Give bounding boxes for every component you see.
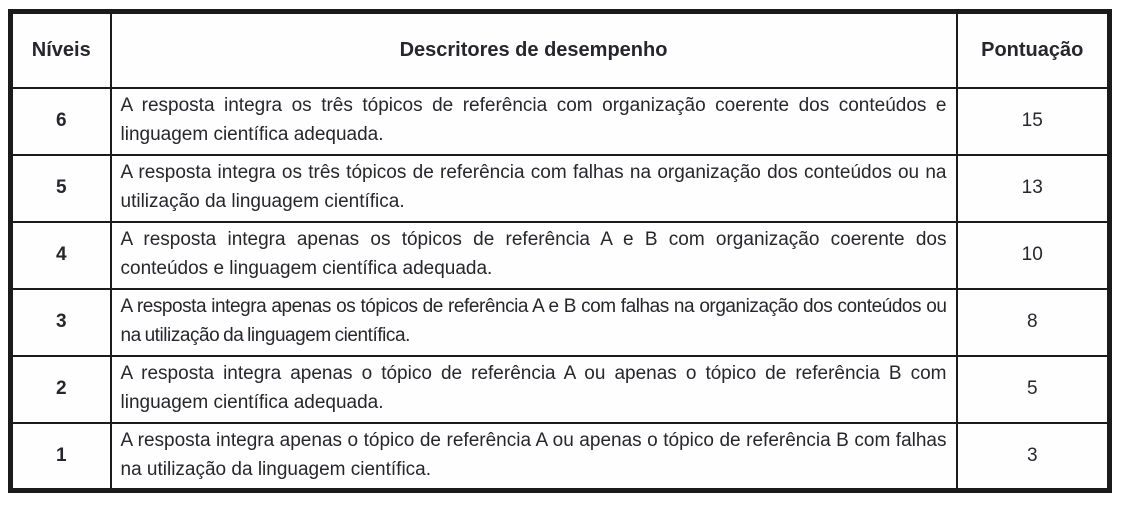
descriptor-text: A resposta integra apenas os tópicos de referência A e B com falhas na organização dos conteúdos ou na utilização da linguagem científica. (111, 289, 957, 356)
table-row-level-3 (11, 289, 1110, 356)
level-value: 3 (11, 289, 111, 356)
rubric-table (8, 9, 1112, 493)
score-value: 8 (957, 289, 1110, 356)
level-value: 1 (11, 423, 111, 491)
level-value: 6 (11, 88, 111, 155)
column-header-descriptors: Descritores de desempenho (111, 12, 957, 88)
score-value: 10 (957, 222, 1110, 289)
descriptor-text: A resposta integra os três tópicos de referência com falhas na organização dos conteúdos ou na utilização da linguagem científica. (111, 155, 957, 222)
table-header-row (11, 12, 1110, 88)
descriptor-text: A resposta integra os três tópicos de referência com organização coerente dos conteúdos e linguagem científica adequada. (111, 88, 957, 155)
descriptor-text: A resposta integra apenas o tópico de referência A ou apenas o tópico de referência B com linguagem científica adequada. (111, 356, 957, 423)
table-row-level-4 (11, 222, 1110, 289)
level-value: 4 (11, 222, 111, 289)
score-value: 5 (957, 356, 1110, 423)
score-value: 15 (957, 88, 1110, 155)
level-value: 2 (11, 356, 111, 423)
table-row-level-1 (11, 423, 1110, 491)
descriptor-text: A resposta integra apenas o tópico de referência A ou apenas o tópico de referência B com falhas na utilização da linguagem científica. (111, 423, 957, 491)
column-header-score: Pontuação (957, 12, 1110, 88)
score-value: 13 (957, 155, 1110, 222)
descriptor-text: A resposta integra apenas os tópicos de referência A e B com organização coerente dos conteúdos e linguagem científica adequada. (111, 222, 957, 289)
level-value: 5 (11, 155, 111, 222)
score-value: 3 (957, 423, 1110, 491)
table-row-level-6 (11, 88, 1110, 155)
table-row-level-5 (11, 155, 1110, 222)
table-row-level-2 (11, 356, 1110, 423)
column-header-levels: Níveis (11, 12, 111, 88)
